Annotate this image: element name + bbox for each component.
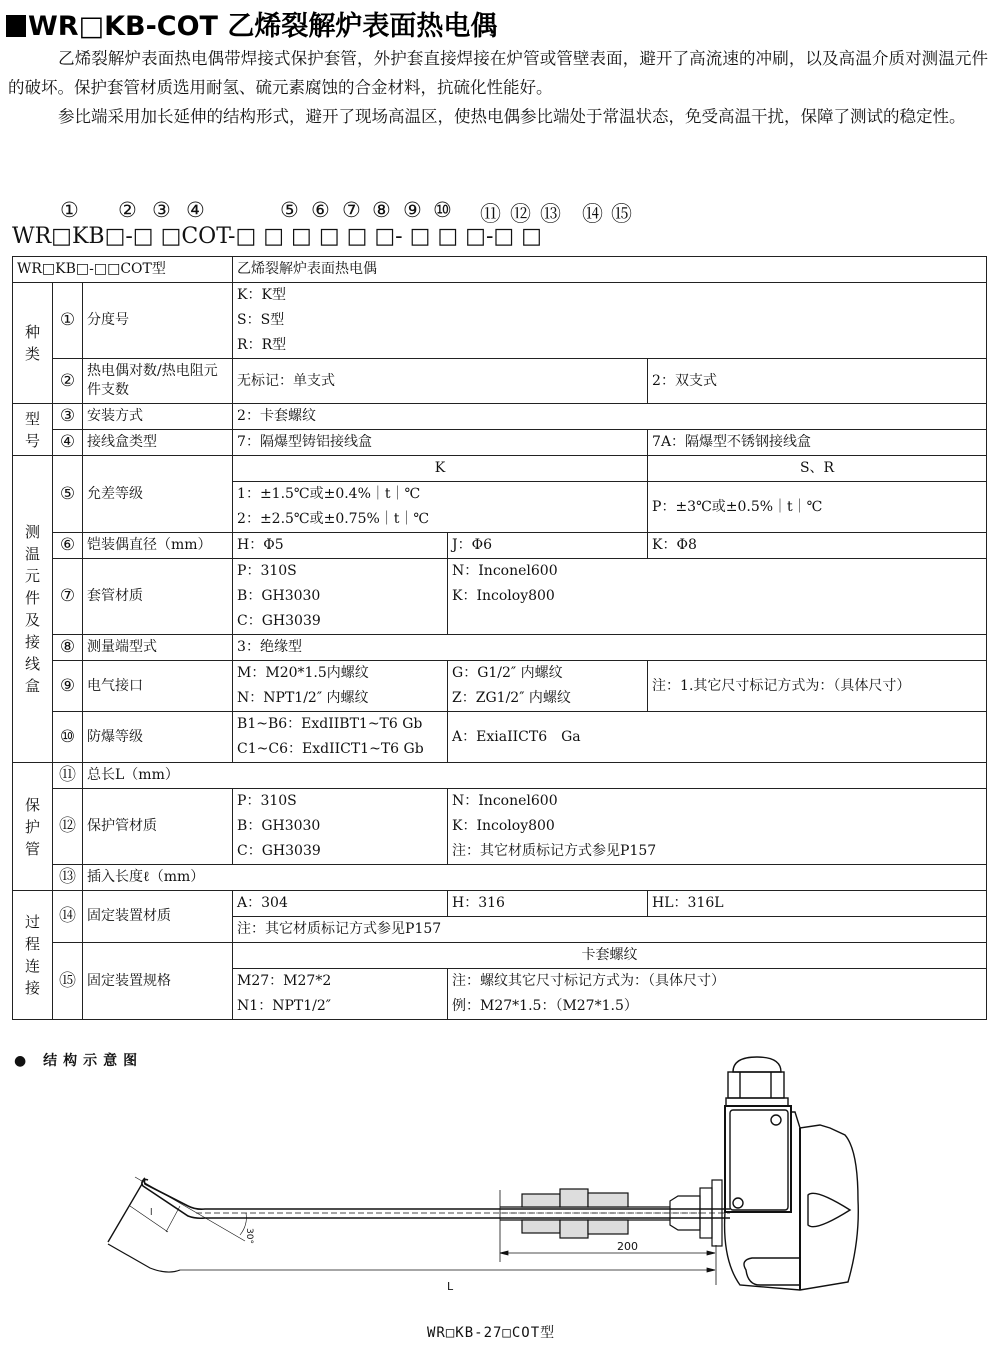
- table-row: [13, 661, 987, 712]
- table-row: [13, 456, 987, 482]
- position-number: ③: [152, 198, 171, 222]
- row-number: ⑨: [53, 661, 83, 712]
- position-number: ⑩: [433, 198, 452, 222]
- intro-paragraph-2: [8, 102, 988, 131]
- row-number: ①: [53, 283, 83, 359]
- value-item: R：R型: [237, 337, 287, 353]
- position-number: ⑫: [510, 202, 531, 226]
- total-length-label: L: [447, 1280, 454, 1293]
- position-number: ⑤: [280, 198, 299, 222]
- row-label: 安装方式: [83, 404, 233, 430]
- value-item: M：M20*1.5内螺纹: [237, 665, 369, 681]
- dimension-200-label: 200: [617, 1240, 638, 1253]
- table-row: [13, 789, 987, 865]
- tolerance-k-header: K: [233, 456, 648, 482]
- category-protection: [13, 763, 53, 891]
- title-square-icon: [6, 15, 26, 37]
- row-label: 测量端型式: [83, 635, 233, 661]
- position-number: ⑮: [611, 202, 632, 226]
- row-label: 防爆等级: [83, 712, 233, 763]
- position-number: ⑬: [540, 202, 561, 226]
- row-label: 热电偶对数/热电阻元件支数: [83, 359, 233, 404]
- row-values-col2: [448, 661, 648, 712]
- value-item: 例：M27*1.5：（M27*1.5）: [452, 998, 638, 1014]
- value-item: P：310S: [237, 793, 297, 809]
- row-value-right: 2：双支式: [648, 359, 987, 404]
- category-label: 种类: [24, 323, 40, 363]
- insertion-length-label: l: [150, 1208, 153, 1218]
- value-item: N：Inconel600: [452, 793, 558, 809]
- row-label: 套管材质: [83, 559, 233, 635]
- row-values: [233, 283, 987, 359]
- position-number: ①: [60, 198, 79, 222]
- category-model: [13, 404, 53, 456]
- title-text: WR□KB-COT 乙烯裂解炉表面热电偶: [28, 11, 498, 42]
- row-label: 保护管材质: [83, 789, 233, 865]
- value-item: G：G1/2″ 内螺纹: [452, 665, 563, 681]
- intro-paragraph-1-text: 乙烯裂解炉表面热电偶带焊接式保护套管，外护套直接焊接在炉管或管壁表面，避开了高流速的冲刷，以及高温介质对测温元件的破坏。保护套管材质选用耐氢、硫元素腐蚀的合金材料，抗硫化性能好。: [8, 49, 988, 97]
- value-item: 1：±1.5℃或±0.4%｜t｜℃: [237, 486, 421, 502]
- diagram-section-title: ● 结构示意图: [14, 1053, 144, 1069]
- row-number: ④: [53, 430, 83, 456]
- value-item: N：Inconel600: [452, 563, 558, 579]
- position-number: ⑭: [582, 202, 603, 226]
- category-label: 保护管: [24, 795, 40, 858]
- row-number: ⑩: [53, 712, 83, 763]
- row-values-left: [233, 789, 448, 865]
- row-value-left: 无标记：单支式: [233, 359, 648, 404]
- row-number: ③: [53, 404, 83, 430]
- table-row: [13, 865, 987, 891]
- value-item: K：Incoloy800: [452, 818, 555, 834]
- table-row: [13, 533, 987, 559]
- row-number: ⑪: [53, 763, 83, 789]
- row-note: 注：1.其它尺寸标记方式为：（具体尺寸）: [648, 661, 987, 712]
- category-type: [13, 283, 53, 404]
- row-label: 固定装置材质: [83, 891, 233, 943]
- row-value: 3：绝缘型: [233, 635, 987, 661]
- row-number: ⑮: [53, 943, 83, 1020]
- row-number: ⑫: [53, 789, 83, 865]
- row-value: 2：卡套螺纹: [233, 404, 987, 430]
- table-row: [13, 763, 987, 789]
- value-item: C：GH3039: [237, 843, 321, 859]
- row-label: 电气接口: [83, 661, 233, 712]
- row-label: 分度号: [83, 283, 233, 359]
- intro-paragraph-2-text: 参比端采用加长延伸的结构形式，避开了现场高温区，使热电偶参比端处于常温状态，免受高温干扰，保障了测试的稳定性。: [58, 107, 966, 126]
- table-row: [13, 404, 987, 430]
- row-label: 接线盒类型: [83, 430, 233, 456]
- row-values-right: [448, 559, 987, 635]
- row-number: ⑬: [53, 865, 83, 891]
- position-number: ⑨: [403, 198, 422, 222]
- junction-box-icon: [725, 1057, 859, 1290]
- table-row: [13, 283, 987, 359]
- position-number: ⑦: [342, 198, 361, 222]
- row-number: ⑭: [53, 891, 83, 943]
- value-item: N：NPT1/2″ 内螺纹: [237, 690, 369, 706]
- row-value-right: 7A：隔爆型不锈钢接线盒: [648, 430, 987, 456]
- row-value-right: A：ExiaIICT6 Ga: [448, 712, 987, 763]
- row-label: 插入长度ℓ（mm）: [83, 865, 987, 891]
- category-element: [13, 456, 53, 763]
- table-row: [13, 712, 987, 763]
- value-item: C1~C6：ExdIICT1~T6 Gb: [237, 741, 424, 757]
- row-number: ②: [53, 359, 83, 404]
- row-label: 固定装置规格: [83, 943, 233, 1020]
- value-item: B：GH3030: [237, 588, 321, 604]
- value-item: B：GH3030: [237, 818, 321, 834]
- row-values-right: [448, 789, 987, 865]
- header-model-cell: WR□KB□-□□COT型: [13, 257, 233, 283]
- row-values-left: [233, 559, 448, 635]
- row-values-right: [448, 969, 987, 1020]
- position-number: ⑪: [480, 202, 501, 226]
- value-item: K：Φ8: [648, 533, 987, 559]
- table-row: [13, 891, 987, 917]
- category-label: 过程连接: [24, 913, 40, 997]
- row-value-left: 7：隔爆型铸铝接线盒: [233, 430, 648, 456]
- value-item: K：Incoloy800: [452, 588, 555, 604]
- value-item: C：GH3039: [237, 613, 321, 629]
- value-item: HL：316L: [648, 891, 987, 917]
- position-number: ④: [186, 198, 205, 222]
- table-header-row: [13, 257, 987, 283]
- page-title: [6, 4, 497, 43]
- tolerance-sr-value: P：±3℃或±0.5%｜t｜℃: [648, 482, 987, 533]
- fitting-header: 卡套螺纹: [233, 943, 987, 969]
- value-item: K：K型: [237, 287, 286, 303]
- row-values-left: [233, 712, 448, 763]
- tolerance-k-values: [233, 482, 648, 533]
- tolerance-sr-header: S、R: [648, 456, 987, 482]
- structure-diagram: [0, 1040, 1000, 1330]
- value-item: Z：ZG1/2″ 内螺纹: [452, 690, 571, 706]
- value-item: 注：其它材质标记方式参见P157: [452, 843, 657, 859]
- category-label: 测温元件及接线盒: [24, 523, 40, 695]
- table-row: [13, 943, 987, 969]
- value-item: M27：M27*2: [237, 973, 332, 989]
- category-process: [13, 891, 53, 1020]
- value-item: A：304: [233, 891, 448, 917]
- category-label: 型号: [24, 409, 40, 450]
- row-number: ⑧: [53, 635, 83, 661]
- value-item: 2：±2.5℃或±0.75%｜t｜℃: [237, 511, 430, 527]
- value-item: N1：NPT1/2″: [237, 998, 331, 1014]
- row-values-col1: [233, 661, 448, 712]
- position-number: ⑧: [372, 198, 391, 222]
- value-item: H：Φ5: [233, 533, 448, 559]
- angle-label: 30°: [244, 1228, 254, 1244]
- row-label: 总长L（mm）: [83, 763, 987, 789]
- table-row: [13, 430, 987, 456]
- value-item: P：310S: [237, 563, 297, 579]
- table-row: [13, 359, 987, 404]
- value-item: 注：螺纹其它尺寸标记方式为：（具体尺寸）: [452, 973, 726, 989]
- position-number: ⑥: [311, 198, 330, 222]
- row-label: 铠装偶直径（mm）: [83, 533, 233, 559]
- value-item: S：S型: [237, 312, 285, 328]
- header-description-cell: 乙烯裂解炉表面热电偶: [233, 257, 987, 283]
- sheath-tube-icon: [108, 1177, 730, 1272]
- diagram-caption: WR□KB-27□COT型: [427, 1325, 556, 1341]
- row-number: ⑤: [53, 456, 83, 533]
- position-number: ②: [118, 198, 137, 222]
- row-note: 注：其它材质标记方式参见P157: [233, 917, 987, 943]
- model-code-string: WR□KB□-□ □COT-□ □ □ □ □ □- □ □ □-□ □: [12, 224, 542, 249]
- table-row: [13, 559, 987, 635]
- value-item: H：316: [448, 891, 648, 917]
- value-item: J：Φ6: [448, 533, 648, 559]
- row-values-left: [233, 969, 448, 1020]
- spec-table: [12, 256, 987, 1020]
- row-label: 允差等级: [83, 456, 233, 533]
- row-number: ⑥: [53, 533, 83, 559]
- table-row: [13, 635, 987, 661]
- row-number: ⑦: [53, 559, 83, 635]
- value-item: B1~B6：ExdIIBT1~T6 Gb: [237, 716, 423, 732]
- intro-paragraph-1: [8, 44, 988, 102]
